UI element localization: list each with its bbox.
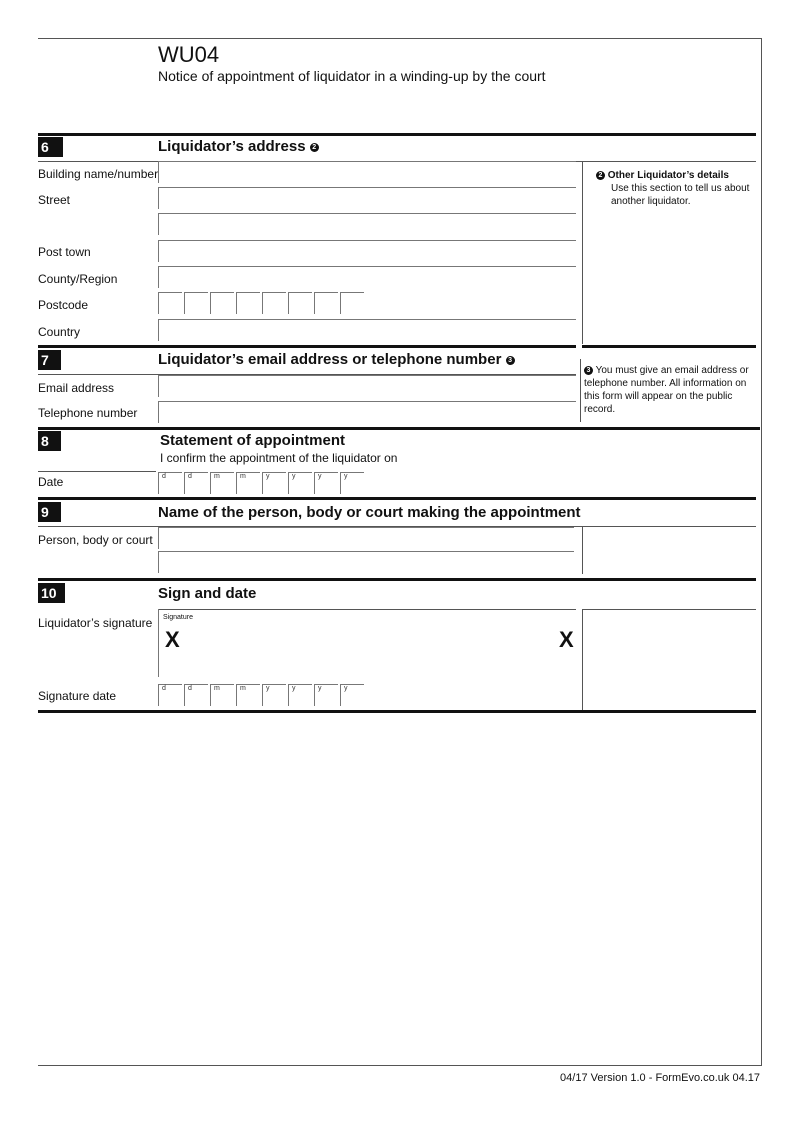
section-10-bottom-rule	[38, 710, 756, 713]
section-6-note-divider	[582, 161, 583, 344]
section-6-note: 2 Other Liquidator’s details Use this section to tell us about another liquidator.	[596, 169, 756, 208]
section-10-right-divider	[582, 609, 583, 710]
note-2-icon: 2	[596, 171, 605, 180]
footer-version: 04/17 Version 1.0 - FormEvo.co.uk 04.17	[560, 1072, 760, 1084]
date-cell[interactable]: d	[184, 684, 208, 706]
section-10-title: Sign and date	[158, 585, 257, 602]
person-body-court-input-1[interactable]	[158, 527, 574, 549]
postcode-cell[interactable]	[236, 292, 260, 314]
postcode-cell[interactable]	[314, 292, 338, 314]
section-9-number: 9	[38, 502, 61, 522]
section-6-title: Liquidator’s address 2	[158, 138, 319, 155]
postcode-cell[interactable]	[210, 292, 234, 314]
country-label: Country	[38, 325, 81, 339]
section-9-title: Name of the person, body or court making the appointment	[158, 504, 581, 521]
email-label: Email address	[38, 381, 115, 395]
postcode-cell[interactable]	[184, 292, 208, 314]
postcode-cell[interactable]	[288, 292, 312, 314]
date-cell[interactable]: y	[288, 472, 312, 494]
note-2-icon: 2	[310, 143, 319, 152]
post-town-label: Post town	[38, 245, 91, 259]
section-7-note-divider	[580, 359, 581, 422]
date-cell[interactable]: d	[158, 472, 182, 494]
phone-input[interactable]	[158, 401, 576, 423]
section-7-rule-right	[582, 345, 756, 348]
postcode-cell[interactable]	[158, 292, 182, 314]
section-7-number: 7	[38, 350, 61, 370]
signature-caption: Signature	[163, 614, 193, 621]
street-input-2[interactable]	[158, 213, 576, 235]
postcode-cell[interactable]	[340, 292, 364, 314]
section-8-rule	[38, 427, 760, 430]
date-cell[interactable]: m	[236, 472, 260, 494]
date-cell[interactable]: m	[210, 684, 234, 706]
county-label: County/Region	[38, 272, 118, 286]
section-9-right-divider	[582, 526, 583, 574]
form-code: WU04	[158, 42, 220, 67]
county-input[interactable]	[158, 266, 576, 288]
date-cell[interactable]: y	[314, 472, 338, 494]
signature-label: Liquidator’s signature	[38, 616, 153, 630]
signature-box[interactable]	[158, 609, 576, 677]
section-10-rule	[38, 578, 756, 581]
page-bottom-border	[38, 1065, 762, 1066]
section-8-subrule	[38, 471, 156, 472]
section-8-number: 8	[38, 431, 61, 451]
building-input[interactable]	[158, 161, 576, 183]
date-cell[interactable]: y	[262, 684, 286, 706]
date-cell[interactable]: y	[288, 684, 312, 706]
section-7-note: 3 You must give an email address or telephone number. All information on this form will appear on the public record.	[584, 365, 749, 415]
phone-label: Telephone number	[38, 406, 138, 420]
date-cell[interactable]: y	[262, 472, 286, 494]
section-8-title: Statement of appointment	[160, 432, 346, 449]
building-label: Building name/number	[38, 167, 159, 181]
street-input-1[interactable]	[158, 187, 576, 209]
person-body-court-input-2[interactable]	[158, 551, 574, 573]
section-6-rule	[38, 133, 756, 136]
country-input[interactable]	[158, 319, 576, 341]
signature-start-x-icon: X	[165, 627, 180, 652]
street-label: Street	[38, 193, 71, 207]
date-cell[interactable]: m	[210, 472, 234, 494]
email-input[interactable]	[158, 375, 576, 397]
note-3-icon: 3	[506, 356, 515, 365]
form-subtitle: Notice of appointment of liquidator in a winding-up by the court	[158, 68, 546, 84]
section-10-subrule-right	[582, 609, 756, 610]
date-cell[interactable]: d	[158, 684, 182, 706]
postcode-cell[interactable]	[262, 292, 286, 314]
post-town-input[interactable]	[158, 240, 576, 262]
signature-end-x-icon: X	[559, 627, 574, 652]
page-right-border	[761, 38, 762, 1066]
date-cell[interactable]: y	[314, 684, 338, 706]
section-9-rule	[38, 497, 756, 500]
date-label: Date	[38, 475, 64, 489]
date-cell[interactable]: d	[184, 472, 208, 494]
postcode-label: Postcode	[38, 298, 89, 312]
section-7-title: Liquidator’s email address or telephone number 3	[158, 351, 515, 368]
section-7-rule	[38, 345, 576, 348]
page-top-border	[38, 38, 762, 39]
person-body-court-label: Person, body or court	[38, 533, 153, 547]
note-3-icon: 3	[584, 366, 593, 375]
date-cell[interactable]: y	[340, 684, 364, 706]
section-6-number: 6	[38, 137, 63, 157]
signature-date-label: Signature date	[38, 689, 117, 703]
section-8-subtitle: I confirm the appointment of the liquidator on	[160, 451, 398, 465]
date-cell[interactable]: y	[340, 472, 364, 494]
date-cell[interactable]: m	[236, 684, 260, 706]
section-10-number: 10	[38, 583, 65, 603]
